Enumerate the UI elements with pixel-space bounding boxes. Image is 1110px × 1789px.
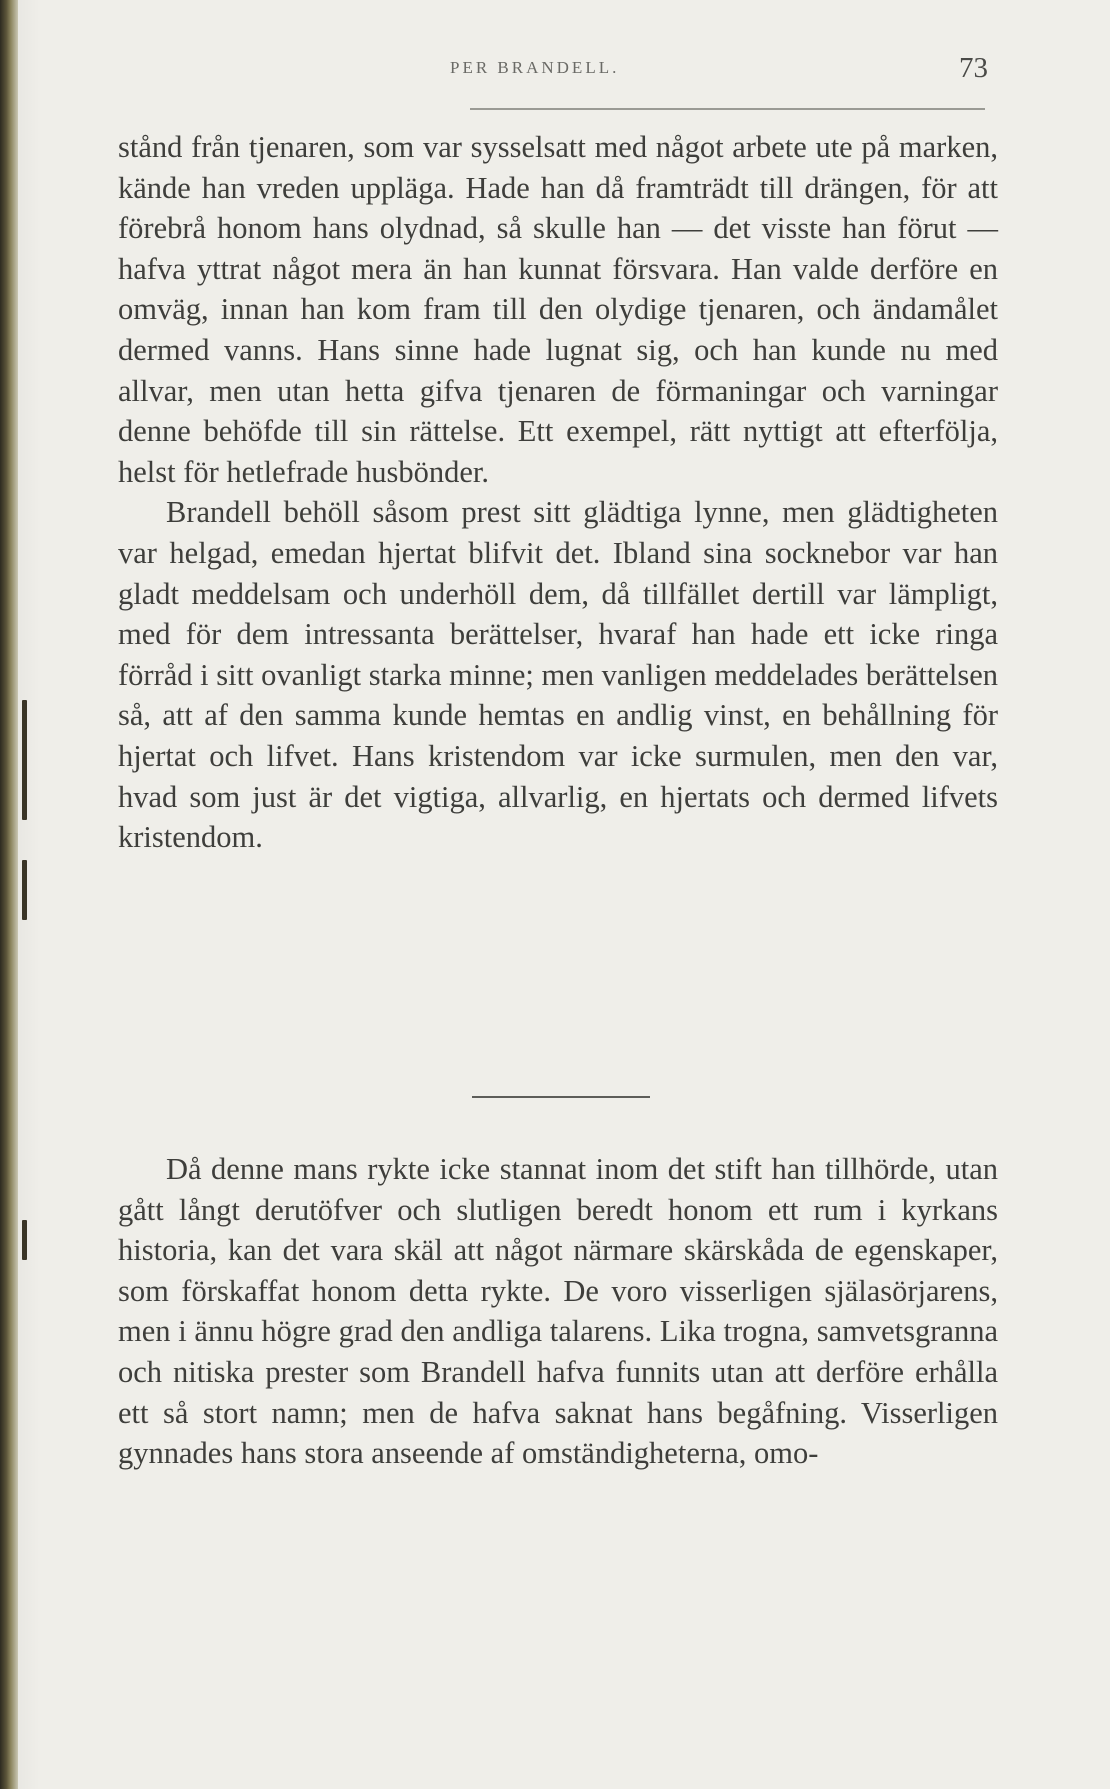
text-block-upper <box>118 127 998 858</box>
running-head: PER BRANDELL. <box>450 58 620 77</box>
book-spine <box>0 0 18 1789</box>
spine-mark <box>22 860 27 920</box>
spine-mark <box>22 1220 27 1260</box>
paragraph: Då denne mans rykte icke stannat inom det stift han tillhörde, utan gått långt derutöfver och slutligen beredt honom ett rum i kyrkans historia, kan det vara skäl att något närmare skärskåda de egenskaper, som förskaffat honom detta rykte. De voro visserligen själasörjarens, men i ännu högre grad den andliga talarens. Lika trogna, samvetsgranna och nitiska prester som Brandell hafva funnits utan att derföre erhålla ett så stort namn; men de hafva saknat hans begåfning. Visserligen gynnades hans stora anseende af omständigheterna, omo- <box>118 1152 998 1471</box>
section-divider <box>472 1096 650 1098</box>
paragraph: Brandell behöll såsom prest sitt glädtiga lynne, men glädtigheten var helgad, emedan hjertat blifvit det. Ibland sina socknebor var han gladt meddelsam och underhöll dem, då tillfället dertill var lämpligt, med för dem intressanta berättelser, hvaraf han hade ett icke ringa förråd i sitt ovanligt starka minne; men vanligen meddelades berättelsen så, att af den samma kunde hemtas en andlig vinst, en behållning för hjertat och lifvet. Hans kristendom var icke surmulen, men den var, hvad som just är det vigtiga, allvarlig, en hjertats och dermed lifvets kristendom. <box>118 495 998 855</box>
header-rule <box>470 108 985 110</box>
page-header <box>120 52 1000 102</box>
text-block-lower <box>118 1149 998 1474</box>
page-number: 73 <box>959 52 988 84</box>
spine-mark <box>22 700 27 820</box>
paragraph: stånd från tjenaren, som var sysselsatt med något arbete ute på marken, kände han vreden uppläga. Hade han då framträdt till drängen, för att förebrå honom hans olydnad, så skulle han — det visste han förut — hafva yttrat något mera än han kunnat försvara. Han valde derföre en omväg, innan han kom fram till den olydige tjenaren, och ändamålet dermed vanns. Hans sinne hade lugnat sig, och han kunde nu med allvar, men utan hetta gifva tjenaren de förmaningar och varningar denne behöfde till sin rättelse. Ett exempel, rätt nyttigt att efterfölja, helst för hetlefrade husbönder. <box>118 130 998 489</box>
